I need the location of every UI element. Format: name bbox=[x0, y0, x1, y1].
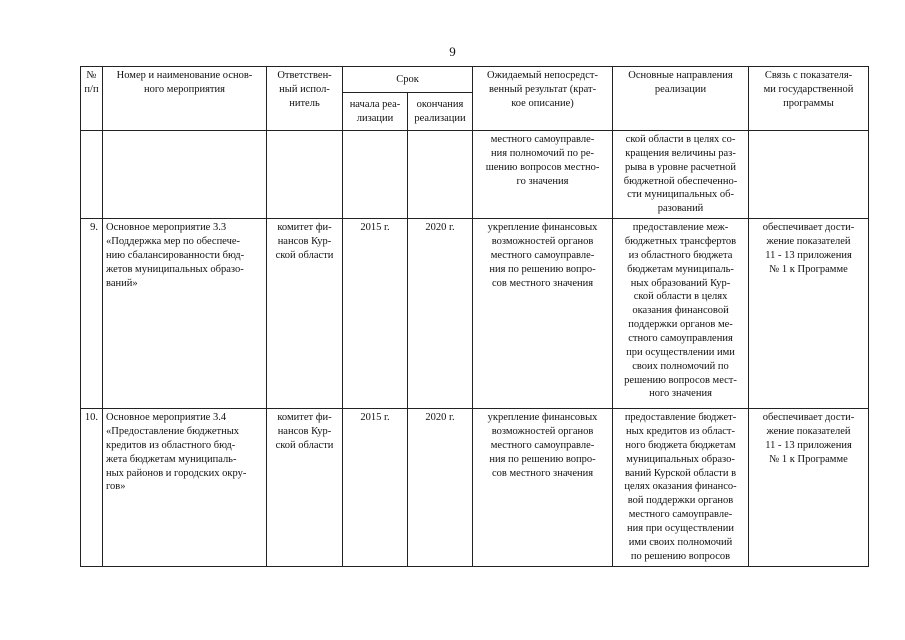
text-line: разований bbox=[657, 203, 704, 215]
text-line: 11 - 13 приложения bbox=[765, 439, 852, 451]
text-line: из областного бюджета bbox=[628, 249, 733, 261]
text-line: Ответствен- bbox=[277, 70, 332, 81]
text-line: ми государственной bbox=[763, 83, 854, 95]
cell-directions bbox=[613, 219, 749, 409]
text-line: ской области в целях bbox=[633, 291, 728, 303]
cell-result bbox=[473, 409, 613, 566]
text-line: местного самоуправле- bbox=[628, 509, 733, 521]
cell-directions bbox=[613, 131, 749, 219]
measures-table bbox=[80, 66, 869, 567]
text-line: сов местного значения bbox=[491, 467, 594, 479]
text-line: лизации bbox=[356, 112, 394, 124]
cell-start: 2015 г. bbox=[343, 219, 408, 409]
text-line: при осуществлении ими bbox=[626, 346, 735, 358]
text-line: гов» bbox=[106, 481, 126, 493]
text-line: реализации bbox=[414, 112, 466, 124]
text-line: обеспечивает дости- bbox=[762, 222, 855, 234]
text-line: п/п bbox=[84, 83, 99, 95]
cell-start: 2015 г. bbox=[343, 409, 408, 566]
text-line: оказания финансовой bbox=[632, 305, 729, 317]
text-line: ния полномочий по ре- bbox=[491, 147, 595, 159]
text-line: кращения величины раз- bbox=[625, 147, 736, 159]
header-directions bbox=[613, 67, 749, 131]
text-line: укрепление финансовых bbox=[487, 412, 598, 424]
header-num bbox=[81, 67, 103, 131]
header-term: Срок bbox=[343, 67, 473, 93]
text-line: венный результат (крат- bbox=[488, 83, 597, 95]
text-line: нансов Кур- bbox=[277, 426, 332, 438]
text-line: ный испол- bbox=[279, 83, 330, 95]
cell-end bbox=[408, 131, 473, 219]
table-row bbox=[81, 131, 869, 219]
table-row bbox=[81, 219, 869, 409]
text-line: кое описание) bbox=[511, 97, 574, 109]
text-line: нию сбалансированности бюд- bbox=[106, 249, 245, 261]
text-line: жение показателей bbox=[766, 236, 851, 248]
cell-resp bbox=[267, 131, 343, 219]
cell-directions bbox=[613, 409, 749, 566]
text-line: сов местного значения bbox=[491, 277, 594, 289]
header-end bbox=[408, 93, 473, 131]
text-line: ных образований Кур- bbox=[630, 277, 731, 289]
header-start bbox=[343, 93, 408, 131]
text-line: «Предоставление бюджетных bbox=[106, 426, 240, 438]
table-row bbox=[81, 409, 869, 566]
text-line: рыва в уровне расчетной bbox=[625, 161, 736, 173]
text-line: ных районов и городских окру- bbox=[106, 467, 247, 479]
text-line: Основные направления bbox=[628, 70, 733, 81]
text-line: № bbox=[86, 70, 97, 81]
text-line: стного самоуправления bbox=[628, 333, 733, 345]
text-line: Ожидаемый непосредст- bbox=[487, 70, 599, 81]
text-line: муниципальных образо- bbox=[626, 453, 735, 465]
page-number: 9 bbox=[449, 44, 456, 59]
text-line: го значения bbox=[516, 175, 569, 187]
cell-num: 10. bbox=[81, 409, 103, 566]
text-line: комитет фи- bbox=[277, 412, 332, 424]
cell-name bbox=[103, 219, 267, 409]
text-line: предоставление бюджет- bbox=[624, 412, 737, 424]
text-line: начала реа- bbox=[349, 98, 401, 110]
cell-num: 9. bbox=[81, 219, 103, 409]
text-line: шению вопросов местно- bbox=[485, 161, 600, 173]
text-line: ния по решению вопро- bbox=[489, 263, 596, 275]
text-line: жение показателей bbox=[766, 426, 851, 438]
cell-result bbox=[473, 219, 613, 409]
cell-num bbox=[81, 131, 103, 219]
text-line: ного мероприятия bbox=[144, 83, 225, 95]
header-link bbox=[749, 67, 869, 131]
text-line: программы bbox=[783, 97, 834, 109]
cell-link bbox=[749, 409, 869, 566]
text-line: реализации bbox=[654, 83, 707, 95]
text-line: возможностей органов bbox=[491, 236, 594, 248]
text-line: ваний Курской области в bbox=[624, 467, 737, 479]
text-line: № 1 к Программе bbox=[769, 453, 848, 465]
text-line: Связь с показателя- bbox=[764, 70, 853, 81]
cell-link bbox=[749, 219, 869, 409]
text-line: ных кредитов из област- bbox=[625, 426, 736, 438]
text-line: Основное мероприятие 3.4 bbox=[106, 412, 227, 424]
text-line: решению вопросов мест- bbox=[624, 374, 737, 386]
cell-end: 2020 г. bbox=[408, 409, 473, 566]
text-line: Основное мероприятие 3.3 bbox=[106, 222, 227, 234]
text-line: кредитов из областного бюд- bbox=[106, 439, 236, 451]
text-line: по решению вопросов bbox=[630, 550, 731, 562]
text-line: укрепление финансовых bbox=[487, 222, 598, 234]
cell-name bbox=[103, 131, 267, 219]
text-line: сти муниципальных об- bbox=[627, 189, 734, 201]
cell-resp bbox=[267, 409, 343, 566]
text-line: обеспечивает дости- bbox=[762, 412, 855, 424]
text-line: местного самоуправле- bbox=[490, 134, 595, 145]
text-line: № 1 к Программе bbox=[769, 263, 848, 275]
text-line: предоставление меж- bbox=[632, 222, 729, 234]
cell-end: 2020 г. bbox=[408, 219, 473, 409]
text-line: ской области bbox=[275, 439, 334, 451]
text-line: бюджетам муниципаль- bbox=[627, 263, 734, 275]
text-line: «Поддержка мер по обеспече- bbox=[106, 236, 241, 248]
text-line: ской области bbox=[275, 249, 334, 261]
text-line: поддержки органов ме- bbox=[628, 319, 733, 331]
cell-link bbox=[749, 131, 869, 219]
text-line: ного бюджета бюджетам bbox=[625, 439, 736, 451]
text-line: ного значения bbox=[649, 388, 712, 400]
cell-result bbox=[473, 131, 613, 219]
header-result bbox=[473, 67, 613, 131]
text-line: жета бюджетам муниципаль- bbox=[106, 453, 237, 465]
cell-resp bbox=[267, 219, 343, 409]
text-line: Номер и наименование основ- bbox=[116, 70, 253, 81]
text-line: бюджетных трансфертов bbox=[624, 236, 737, 248]
text-line: своих полномочий по bbox=[632, 360, 729, 372]
text-line: целях оказания финансо- bbox=[624, 481, 737, 493]
text-line: ваний» bbox=[106, 277, 138, 289]
text-line: вой поддержки органов bbox=[627, 495, 734, 507]
text-line: окончания bbox=[416, 98, 464, 110]
text-line: бюджетной обеспеченно- bbox=[623, 175, 738, 187]
text-line: комитет фи- bbox=[277, 222, 332, 234]
text-line: нансов Кур- bbox=[277, 236, 332, 248]
text-line: ими своих полномочий bbox=[628, 536, 733, 548]
text-line: возможностей органов bbox=[491, 426, 594, 438]
text-line: ния при осуществлении bbox=[627, 523, 734, 535]
text-line: жетов муниципальных образо- bbox=[106, 263, 244, 275]
cell-name bbox=[103, 409, 267, 566]
text-line: нитель bbox=[289, 97, 320, 109]
header-responsible bbox=[267, 67, 343, 131]
text-line: ния по решению вопро- bbox=[489, 453, 596, 465]
text-line: местного самоуправле- bbox=[490, 439, 595, 451]
text-line: местного самоуправле- bbox=[490, 249, 595, 261]
text-line: 11 - 13 приложения bbox=[765, 249, 852, 261]
text-line: ской области в целях со- bbox=[625, 134, 736, 145]
cell-start bbox=[343, 131, 408, 219]
header-name bbox=[103, 67, 267, 131]
